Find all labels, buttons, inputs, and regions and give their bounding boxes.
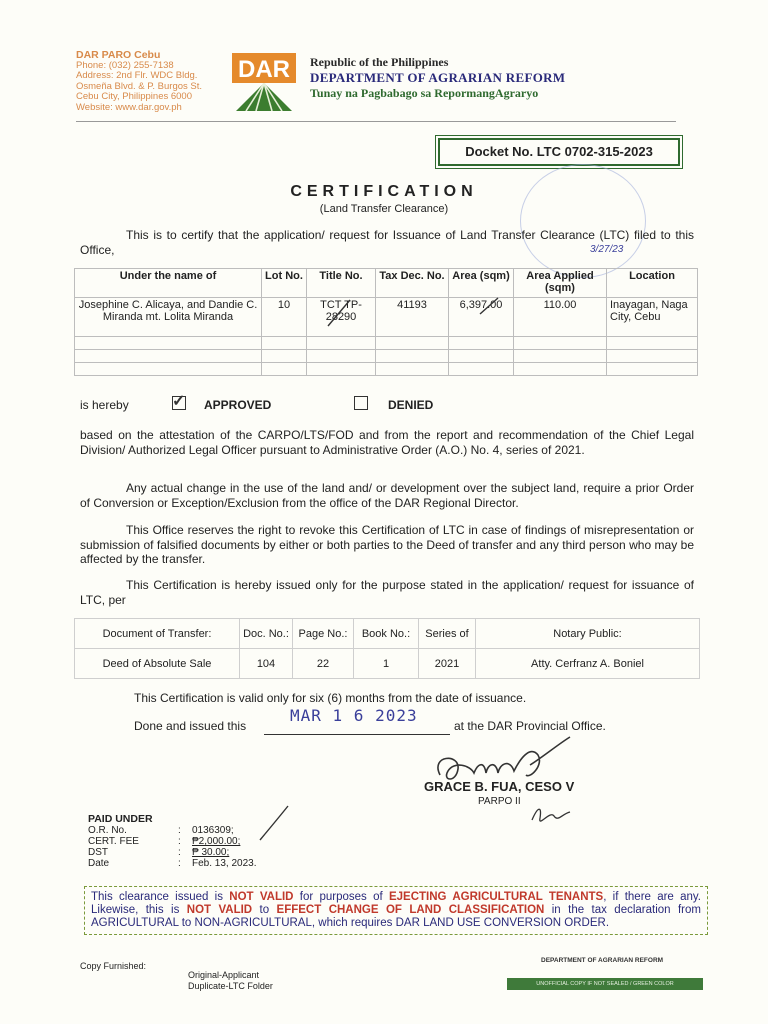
table-row [75, 337, 698, 350]
department-name: DEPARTMENT OF AGRARIAN REFORM [310, 70, 566, 85]
dst-fee: ₱ 30.00; [192, 847, 230, 858]
payment-row: CERT. FEE : ₱2,000.00; [88, 836, 241, 847]
department-heading [310, 55, 565, 101]
title-cell: TCT TP-28290 [307, 298, 376, 337]
revoke-paragraph: This Office reserves the right to revoke this Certification of LTC in case of findings of misrepresentation or submission of falsified documents by either or both parties to the Deed of transfer and any third person who may be affected by the transfer. [80, 523, 694, 566]
payment-details [88, 813, 257, 869]
book-no-cell: 1 [354, 649, 419, 679]
date-stamp: MAR 1 6 2023 [290, 706, 418, 725]
document-subtitle: (Land Transfer Clearance) [319, 203, 449, 215]
land-table-header [75, 269, 698, 298]
signatory-name: GRACE B. FUA, CESO V [424, 779, 575, 794]
col-series: Series of [419, 619, 476, 649]
office-name: DAR PARO Cebu [76, 49, 161, 61]
col-doc-no: Doc. No.: [240, 619, 293, 649]
tick-mark-icon [256, 804, 292, 844]
transfer-table-header [75, 619, 700, 649]
col-area: Area (sqm) [449, 269, 514, 298]
date-line [264, 734, 450, 735]
republic-line: Republic of the Philippines [310, 55, 449, 69]
done-suffix: at the DAR Provincial Office. [454, 719, 606, 733]
received-stamp-icon [520, 164, 646, 278]
doc-no-cell: 104 [240, 649, 293, 679]
col-lot: Lot No. [262, 269, 307, 298]
cert-fee: ₱2,000.00; [192, 836, 241, 847]
office-address-line1: Address: 2nd Flr. WDC Bldg. [76, 70, 198, 81]
copy-furnished-label: Copy Furnished: [80, 961, 147, 971]
denied-label: DENIED [388, 398, 434, 412]
payment-row: O.R. No. : 0136309; [88, 825, 234, 836]
office-address [76, 50, 202, 113]
area-applied-cell: 110.00 [514, 298, 607, 337]
header-divider [76, 121, 676, 122]
purpose-paragraph: This Certification is hereby issued only for the purpose stated in the application/ request for issuance of LTC, per [80, 578, 694, 607]
denied-checkbox[interactable] [354, 396, 368, 410]
area-cell: 6,397.00 [449, 298, 514, 337]
change-paragraph: Any actual change in the use of the land and/ or development over the subject land, require a prior Order of Conversion or Exception/Exclusion from the office of the DAR Regional Director. [80, 481, 694, 510]
col-taxdec: Tax Dec. No. [376, 269, 449, 298]
document-title: CERTIFICATION [290, 183, 478, 200]
payment-date: Feb. 13, 2023. [192, 858, 257, 869]
approved-label: APPROVED [204, 398, 272, 412]
series-cell: 2021 [419, 649, 476, 679]
col-book-no: Book No.: [354, 619, 419, 649]
list-item: Original-Applicant [188, 970, 260, 980]
payment-row: Date : Feb. 13, 2023. [88, 858, 257, 869]
notary-cell: Atty. Cerfranz A. Boniel [476, 649, 700, 679]
transfer-table [74, 618, 700, 679]
copy-furnished-list [188, 970, 273, 991]
done-prefix: Done and issued this [134, 719, 247, 733]
table-row [75, 649, 700, 679]
col-area-applied: Area Applied (sqm) [514, 269, 607, 298]
decision-row [80, 393, 680, 416]
lot-cell: 10 [262, 298, 307, 337]
or-number: 0136309; [192, 825, 234, 836]
handwritten-date: 3/27/23 [590, 244, 624, 255]
tick-mark-icon [476, 296, 502, 316]
department-tagline: Tunay na Pagbabago sa RepormangAgraryo [310, 86, 539, 100]
office-address-line2: Osmeña Blvd. & P. Burgos St. [76, 80, 203, 92]
logo-text: DAR [238, 56, 290, 83]
office-website: Website: www.dar.gov.ph [76, 101, 182, 113]
office-phone: Phone: (032) 255-7138 [76, 59, 174, 71]
decision-prefix: is hereby [80, 398, 129, 412]
footer-green-bar: UNOFFICIAL COPY IF NOT SEALED / GREEN COLOR [507, 978, 703, 990]
location-cell: Inayagan, Naga City, Cebu [607, 298, 698, 337]
intro-paragraph: This is to certify that the application/ request for Issuance of Land Transfer Clearance (LTC) filed to this Office, [80, 228, 694, 257]
col-notary: Notary Public: [476, 619, 700, 649]
list-item: Duplicate-LTC Folder [188, 980, 273, 991]
table-row [75, 350, 698, 363]
col-page-no: Page No.: [293, 619, 354, 649]
table-row [75, 363, 698, 376]
office-address-line3: Cebu City, Philippines 6000 [76, 91, 193, 102]
initials-icon [528, 800, 574, 830]
footer-department: DEPARTMENT OF AGRARIAN REFORM [541, 957, 664, 964]
check-icon: ✓ [172, 393, 186, 410]
dar-logo-icon [232, 53, 296, 111]
payment-row: DST : ₱ 30.00; [88, 847, 230, 858]
basis-paragraph: based on the attestation of the CARPO/LTS/FOD and from the report and recommendation of the Chief Legal Division/ Authorized Legal Officer pursuant to Administrative Order (A.O.) No. 4, series of 2021. [80, 428, 694, 457]
document-cell: Deed of Absolute Sale [75, 649, 240, 679]
col-document: Document of Transfer: [75, 619, 240, 649]
land-table [74, 268, 698, 376]
col-owner: Under the name of [75, 269, 262, 298]
tick-mark-icon [324, 296, 354, 330]
page-no-cell: 22 [293, 649, 354, 679]
owner-cell: Josephine C. Alicaya, and Dandie C. Miranda mt. Lolita Miranda [75, 298, 262, 337]
col-location: Location [607, 269, 698, 298]
validity-statement: This Certification is valid only for six (6) months from the date of issuance. [134, 691, 527, 705]
validity-notice: This clearance issued is NOT VALID for purposes of EJECTING AGRICULTURAL TENANTS, if there are any. Likewise, this is NOT VALID to EFFECT CHANGE OF LAND CLASSIFICATION in the tax declaration from AGRICULTURAL to NON-AGRICULTURAL, which requires DAR LAND USE CONVERSION ORDER. [84, 886, 708, 935]
docket-number: Docket No. LTC 0702-315-2023 [438, 138, 680, 166]
col-title: Title No. [307, 269, 376, 298]
payment-heading: PAID UNDER [88, 813, 153, 825]
taxdec-cell: 41193 [376, 298, 449, 337]
signatory-position: PARPO II [478, 796, 521, 807]
table-row [75, 298, 698, 337]
